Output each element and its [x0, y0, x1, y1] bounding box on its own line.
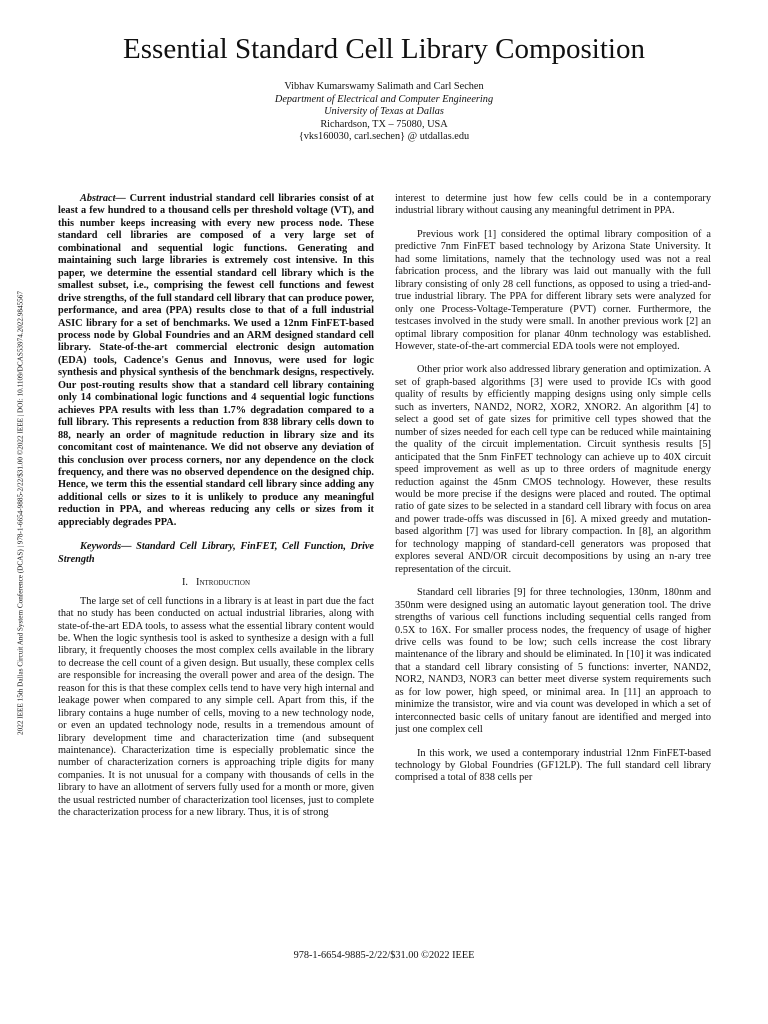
- paper-title: Essential Standard Cell Library Composition: [123, 33, 645, 65]
- author-block: [160, 81, 608, 144]
- copyright-footer: 978-1-6654-9885-2/22/$31.00 ©2022 IEEE: [293, 950, 475, 961]
- left-column: [58, 193, 374, 933]
- doi-sidebar: [13, 213, 29, 813]
- section-heading-introduction: [58, 577, 374, 589]
- paragraph-prior-work: Other prior work also addressed library generation and optimization. A set of graph-based algorithms [3] were used to provide ICs with good quality of results by efficiently mapping designs using only simple cells such as inverters, NAND2, NOR2, XOR2, XNOR2. An algorithm [4] to select a good set of gate sizes for primitive cell types showed that the number of sizes needed for each cell type can be reduced while maintaining the quality of the circuit implementation. Circuit synthesis results [5] anticipated that the 5nm FinFET technology can achieve up to 40X circuit speed improvement as well as up to three orders of magnitude energy reduction against the 45nm CMOS technology. However, these results would be more precise if the designs were placed and routed. The optimal ratio of gate sizes to be selected in a standard cell library with focus on area and power trade-offs was discussed in [6]. A mixed greedy and mutation-based algorithm [7] was used for library compaction. In [8], an algorithm for technology mapping of standard-cell generators was proposed that explores several AND/OR circuit decompositions by using an n-ary tree representation of the circuit.: [395, 364, 711, 575]
- author-emails: {vks160030, carl.sechen} @ utdallas.edu: [298, 131, 470, 143]
- keywords: [58, 541, 374, 566]
- keywords-text: Standard Cell Library, FinFET, Cell Function, Drive Strength: [58, 541, 374, 565]
- paragraph-standard-cell-libraries: Standard cell libraries [9] for three technologies, 130nm, 180nm and 350nm were designed using an automatic layout generation tool. The drive strengths of various cell functions including sequential cells ranged from 0.5X to 16X. For smaller process nodes, the frequency of usage of higher drive cells was found to be low; such cells increase the cost library maintenance of the library and should be eliminated. In [10] it was indicated that a standard cell library consisting of 5 functions: inverter, NAND2, NOR2, NAND3, NOR3 can better meet diverse system requirements such as for low power, high speed, or minimal area. In [11] an approach to minimize the transistor, wire and via count was developed in which a set of interconnected basic cells of unitary fanout are identified and merged into just one complex cell: [395, 587, 711, 736]
- abstract-text: Current industrial standard cell libraries consist of at least a few hundred to a thousand cells per threshold voltage (VT), and this number keeps increasing with every new process node. These standard cell libraries are composed of a very large set of combinational and sequential logic functions. Generating and maintaining such large libraries is extremely cost intensive. In this paper, we determine the essential standard cell library which is the smallest subset, i.e., comprising the fewest cell functions and fewest drive strengths, of the full standard cell library that can produce power, performance, and area (PPA) results close to that of a full industrial ASIC library for a set of benchmarks. We used a 12nm FinFET-based process node by Global Foundries and an ARM designed standard cell library. State-of-the-art commercial electronic design automation (EDA) tools, Cadence's Genus and Innovus, were used for logic synthesis and physical synthesis of the benchmark designs, respectively. Our post-routing results show that a standard cell library containing only 14 combinational logic functions and 4 sequential logic functions achieves PPA results with less than 1.7% degradation compared to a full library. This represents a reduction from 838 library cells down to 88, nearly an order of magnitude reduction in library size and its concomitant cost of maintenance. We did not observe any deviation of this conclusion over process corners, nor any dependence on the clock frequency, and there was no observed dependence on the designed chip. Hence, we term this the essential standard cell library since adding any additional cells or sizes to it is unlikely to produce any meaningful reduction in PPA, and whereas reducing any cells or sizes from it appreciably degrades PPA.: [58, 193, 374, 528]
- section-number: I.: [182, 577, 189, 589]
- keywords-label: Keywords—: [80, 541, 132, 553]
- abstract-label: Abstract—: [80, 193, 126, 204]
- author-names: Vibhav Kumarswamy Salimath and Carl Sechen: [284, 81, 484, 92]
- author-university: University of Texas at Dallas: [324, 106, 444, 118]
- author-location: Richardson, TX – 75080, USA: [320, 118, 448, 130]
- doi-sidebar-text: 2022 IEEE 15th Dallas Circuit And System Conference (DCAS) | 978-1-6654-9885-2/22/$31.00 ©2022 IEEE | DOI: 10.1109/DCAS53974.2022.9845567: [16, 291, 25, 735]
- paragraph-previous-work: Previous work [1] considered the optimal library composition of a predictive 7nm FinFET based technology by Arizona State University. It had some limitations, namely that the technology used was not a real fabrication process, and the library was laid out manually with the full library consisting of only 28 cell functions, as opposed to using a tried-and-true industrial library. The PPA for different library sets were analyzed for only one Process-Voltage-Temperature (PVT) corner. Furthermore, the testcases involved in the study were small. In another previous work [2] an optimal library composition for planar 40nm technology was established. However, state-of-the-art commercial EDA tools were not employed.: [395, 228, 711, 352]
- paragraph-continuation: interest to determine just how few cells could be in a contemporary industrial library without causing any meaningful detriment in PPA.: [395, 193, 711, 217]
- paragraph-this-work: In this work, we used a contemporary industrial 12nm FinFET-based technology by Global Foundries (GF12LP). The full standard cell library comprised a total of 838 cells per: [395, 747, 711, 784]
- right-column: [395, 193, 711, 933]
- author-department: Department of Electrical and Computer Engineering: [274, 93, 494, 105]
- abstract: [58, 193, 374, 529]
- introduction-paragraph: The large set of cell functions in a library is at least in part due the fact that no study has been conducted on actual industrial libraries, along with state-of-the-art EDA tools, to assess what the essential library content would be. When the logic synthesis tool is asked to synthesize a design with a full library, it frequently chooses the most complex cells available in the library to decrease the cell count of a given design. But usually, these complex cells are responsible for increasing the overall power and area of the design. The reason for this is that these complex cells tend to have very high internal and leakage power when compared to any simple cell. Apart from this, if the library contains a huge number of cells, moving to a new technology node, or even an updated technology node, results in a tremendous amount of library development time and characterization time (and subsequent maintenance). Characterization time is especially problematic since the number of characterization corners is approaching triple digits for many companies. It is not unusual for a company with thousands of cells in the library to have an allotment of servers fully used for a month or more, given the usual restricted number of characterization tool licenses, just to complete the characterization process for a new library. Thus, it is of strong: [58, 595, 374, 819]
- section-title: Introduction: [196, 577, 250, 589]
